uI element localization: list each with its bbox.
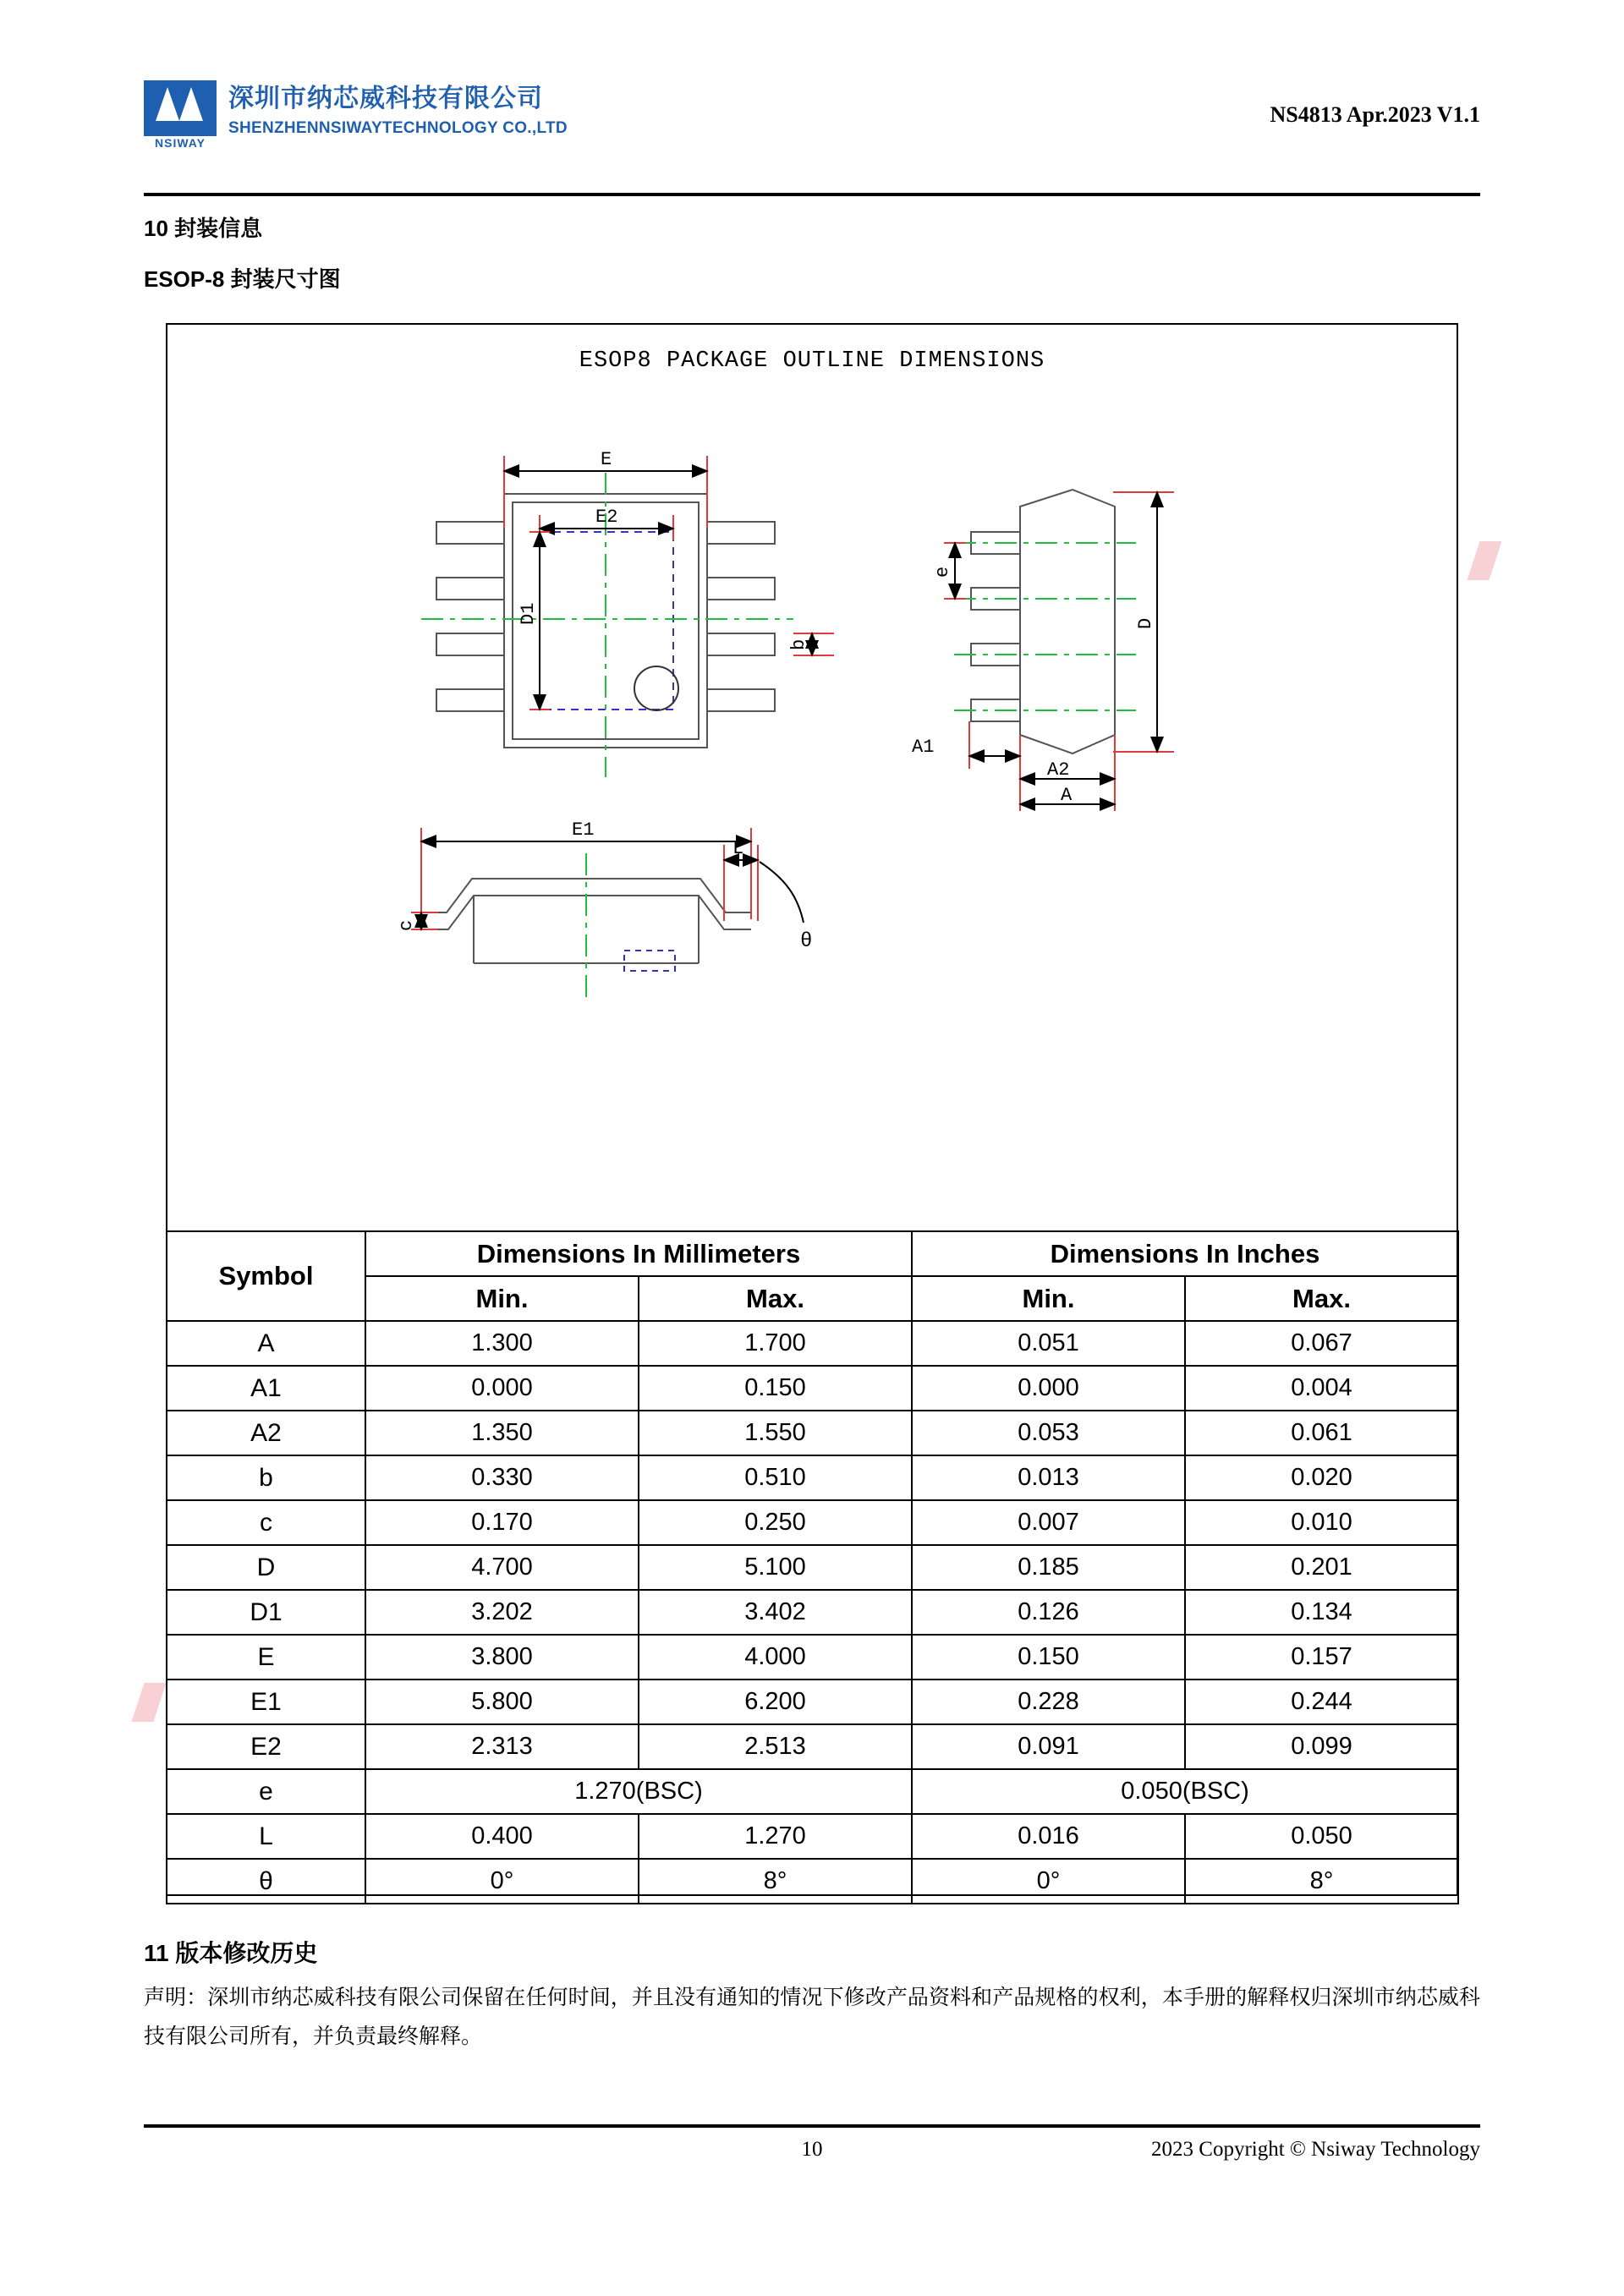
cell-in-min: 0.150	[912, 1635, 1185, 1680]
document-reference: NS4813 Apr.2023 V1.1	[1270, 102, 1480, 127]
table-row	[167, 1455, 1458, 1500]
cell-mm-min: 1.350	[365, 1411, 639, 1455]
cell-in-min: 0.000	[912, 1366, 1185, 1411]
svg-text:D: D	[1135, 617, 1156, 629]
cell-symbol: A2	[167, 1411, 365, 1455]
table-row	[167, 1545, 1458, 1590]
cell-mm-max: 6.200	[639, 1680, 912, 1724]
table-row	[167, 1321, 1458, 1366]
cell-mm-max: 5.100	[639, 1545, 912, 1590]
cell-symbol: D1	[167, 1590, 365, 1635]
table-row	[167, 1680, 1458, 1724]
header-millimeters: Dimensions In Millimeters	[365, 1231, 912, 1276]
table-row-span	[167, 1769, 1458, 1814]
svg-text:A1: A1	[912, 737, 935, 758]
drawing-title: ESOP8 PACKAGE OUTLINE DIMENSIONS	[579, 348, 1045, 374]
cell-in-min: 0.228	[912, 1680, 1185, 1724]
cell-symbol: E1	[167, 1680, 365, 1724]
header-mm-min: Min.	[365, 1276, 639, 1321]
cell-in-max: 0.050	[1185, 1814, 1458, 1859]
svg-text:L: L	[732, 838, 744, 859]
svg-text:E2: E2	[595, 507, 618, 528]
watermark-mark	[132, 1683, 167, 1722]
cell-in-max: 8°	[1185, 1859, 1458, 1904]
cell-in-min: 0.016	[912, 1814, 1185, 1859]
package-outline-drawing	[167, 371, 1457, 1217]
cell-in-min: 0.007	[912, 1500, 1185, 1545]
table-row	[167, 1859, 1458, 1904]
svg-text:θ: θ	[800, 930, 813, 953]
cell-mm-min: 0.000	[365, 1366, 639, 1411]
table-row	[167, 1814, 1458, 1859]
cell-in-max: 0.061	[1185, 1411, 1458, 1455]
cell-in-max: 0.201	[1185, 1545, 1458, 1590]
cell-in-min: 0.126	[912, 1590, 1185, 1635]
header-in-max: Max.	[1185, 1276, 1458, 1321]
svg-text:E1: E1	[572, 819, 595, 841]
cell-in-max: 0.099	[1185, 1724, 1458, 1769]
cell-symbol: A	[167, 1321, 365, 1366]
table-row	[167, 1411, 1458, 1455]
section-revision-title: 11 版本修改历史	[144, 1940, 318, 1966]
cell-in-min: 0.051	[912, 1321, 1185, 1366]
svg-text:A2: A2	[1047, 759, 1070, 781]
svg-text:b: b	[788, 638, 809, 650]
page-header	[144, 80, 1480, 169]
header-divider	[144, 193, 1480, 196]
svg-text:A: A	[1061, 785, 1073, 806]
cell-mm-max: 0.250	[639, 1500, 912, 1545]
cell-mm-min: 3.202	[365, 1590, 639, 1635]
cell-mm-max: 2.513	[639, 1724, 912, 1769]
cell-mm-max: 3.402	[639, 1590, 912, 1635]
cell-in-min: 0.013	[912, 1455, 1185, 1500]
declaration-text: 声明：深圳市纳芯威科技有限公司保留在任何时间，并且没有通知的情况下修改产品资料和产品规格的权利，本手册的解释权归深圳市纳芯威科技有限公司所有，并负责最终解释。	[144, 1986, 1480, 2048]
cell-in-max: 0.244	[1185, 1680, 1458, 1724]
cell-mm-min: 0°	[365, 1859, 639, 1904]
header-mm-max: Max.	[639, 1276, 912, 1321]
section-packaging-subtitle: ESOP-8 封装尺寸图	[144, 266, 341, 292]
company-name-en: SHENZHENNSIWAYTECHNOLOGY CO.,LTD	[228, 119, 568, 137]
cell-mm-min: 1.300	[365, 1321, 639, 1366]
cell-symbol: θ	[167, 1859, 365, 1904]
cell-symbol: c	[167, 1500, 365, 1545]
header-in-min: Min.	[912, 1276, 1185, 1321]
cell-mm-max: 1.550	[639, 1411, 912, 1455]
cell-in-min: 0°	[912, 1859, 1185, 1904]
dimension-table	[166, 1230, 1459, 1904]
cell-mm-min: 0.170	[365, 1500, 639, 1545]
cell-mm-min: 0.400	[365, 1814, 639, 1859]
cell-symbol: D	[167, 1545, 365, 1590]
cell-mm-max: 0.150	[639, 1366, 912, 1411]
cell-symbol: E	[167, 1635, 365, 1680]
cell-mm-bsc: 1.270(BSC)	[365, 1769, 912, 1814]
cell-in-min: 0.091	[912, 1724, 1185, 1769]
table-row	[167, 1590, 1458, 1635]
svg-text:e: e	[932, 566, 953, 578]
cell-symbol: b	[167, 1455, 365, 1500]
cell-mm-min: 2.313	[365, 1724, 639, 1769]
cell-in-max: 0.134	[1185, 1590, 1458, 1635]
cell-symbol: e	[167, 1769, 365, 1814]
cell-in-max: 0.010	[1185, 1500, 1458, 1545]
section-packaging-title: 10 封装信息	[144, 216, 263, 241]
company-name-cn: 深圳市纳芯威科技有限公司	[228, 85, 543, 112]
cell-in-min: 0.185	[912, 1545, 1185, 1590]
cell-mm-max: 0.510	[639, 1455, 912, 1500]
cell-in-max: 0.020	[1185, 1455, 1458, 1500]
table-row	[167, 1500, 1458, 1545]
cell-mm-max: 4.000	[639, 1635, 912, 1680]
page-footer	[144, 2138, 1480, 2172]
cell-in-max: 0.004	[1185, 1366, 1458, 1411]
cell-mm-min: 3.800	[365, 1635, 639, 1680]
cell-symbol: A1	[167, 1366, 365, 1411]
cell-mm-min: 0.330	[365, 1455, 639, 1500]
svg-text:D1: D1	[518, 602, 539, 625]
copyright-notice: 2023 Copyright © Nsiway Technology	[1151, 2138, 1480, 2161]
cell-in-max: 0.157	[1185, 1635, 1458, 1680]
page-number: 10	[801, 2138, 823, 2161]
cell-mm-min: 4.700	[365, 1545, 639, 1590]
cell-in-max: 0.067	[1185, 1321, 1458, 1366]
svg-text:E: E	[601, 449, 612, 470]
logo-wordmark: NSIWAY	[155, 136, 206, 150]
header-symbol: Symbol	[167, 1231, 365, 1321]
cell-in-bsc: 0.050(BSC)	[912, 1769, 1458, 1814]
table-row	[167, 1724, 1458, 1769]
cell-symbol: E2	[167, 1724, 365, 1769]
svg-text:c: c	[396, 919, 417, 931]
cell-in-min: 0.053	[912, 1411, 1185, 1455]
footer-divider	[144, 2124, 1480, 2128]
cell-mm-max: 1.700	[639, 1321, 912, 1366]
cell-mm-max: 8°	[639, 1859, 912, 1904]
cell-mm-max: 1.270	[639, 1814, 912, 1859]
table-row	[167, 1635, 1458, 1680]
watermark-mark	[1468, 541, 1502, 580]
cell-mm-min: 5.800	[365, 1680, 639, 1724]
table-header-row	[167, 1231, 1458, 1276]
company-logo	[144, 80, 568, 153]
table-row	[167, 1366, 1458, 1411]
nsiway-logo-icon	[144, 80, 217, 153]
cell-symbol: L	[167, 1814, 365, 1859]
header-inches: Dimensions In Inches	[912, 1231, 1458, 1276]
